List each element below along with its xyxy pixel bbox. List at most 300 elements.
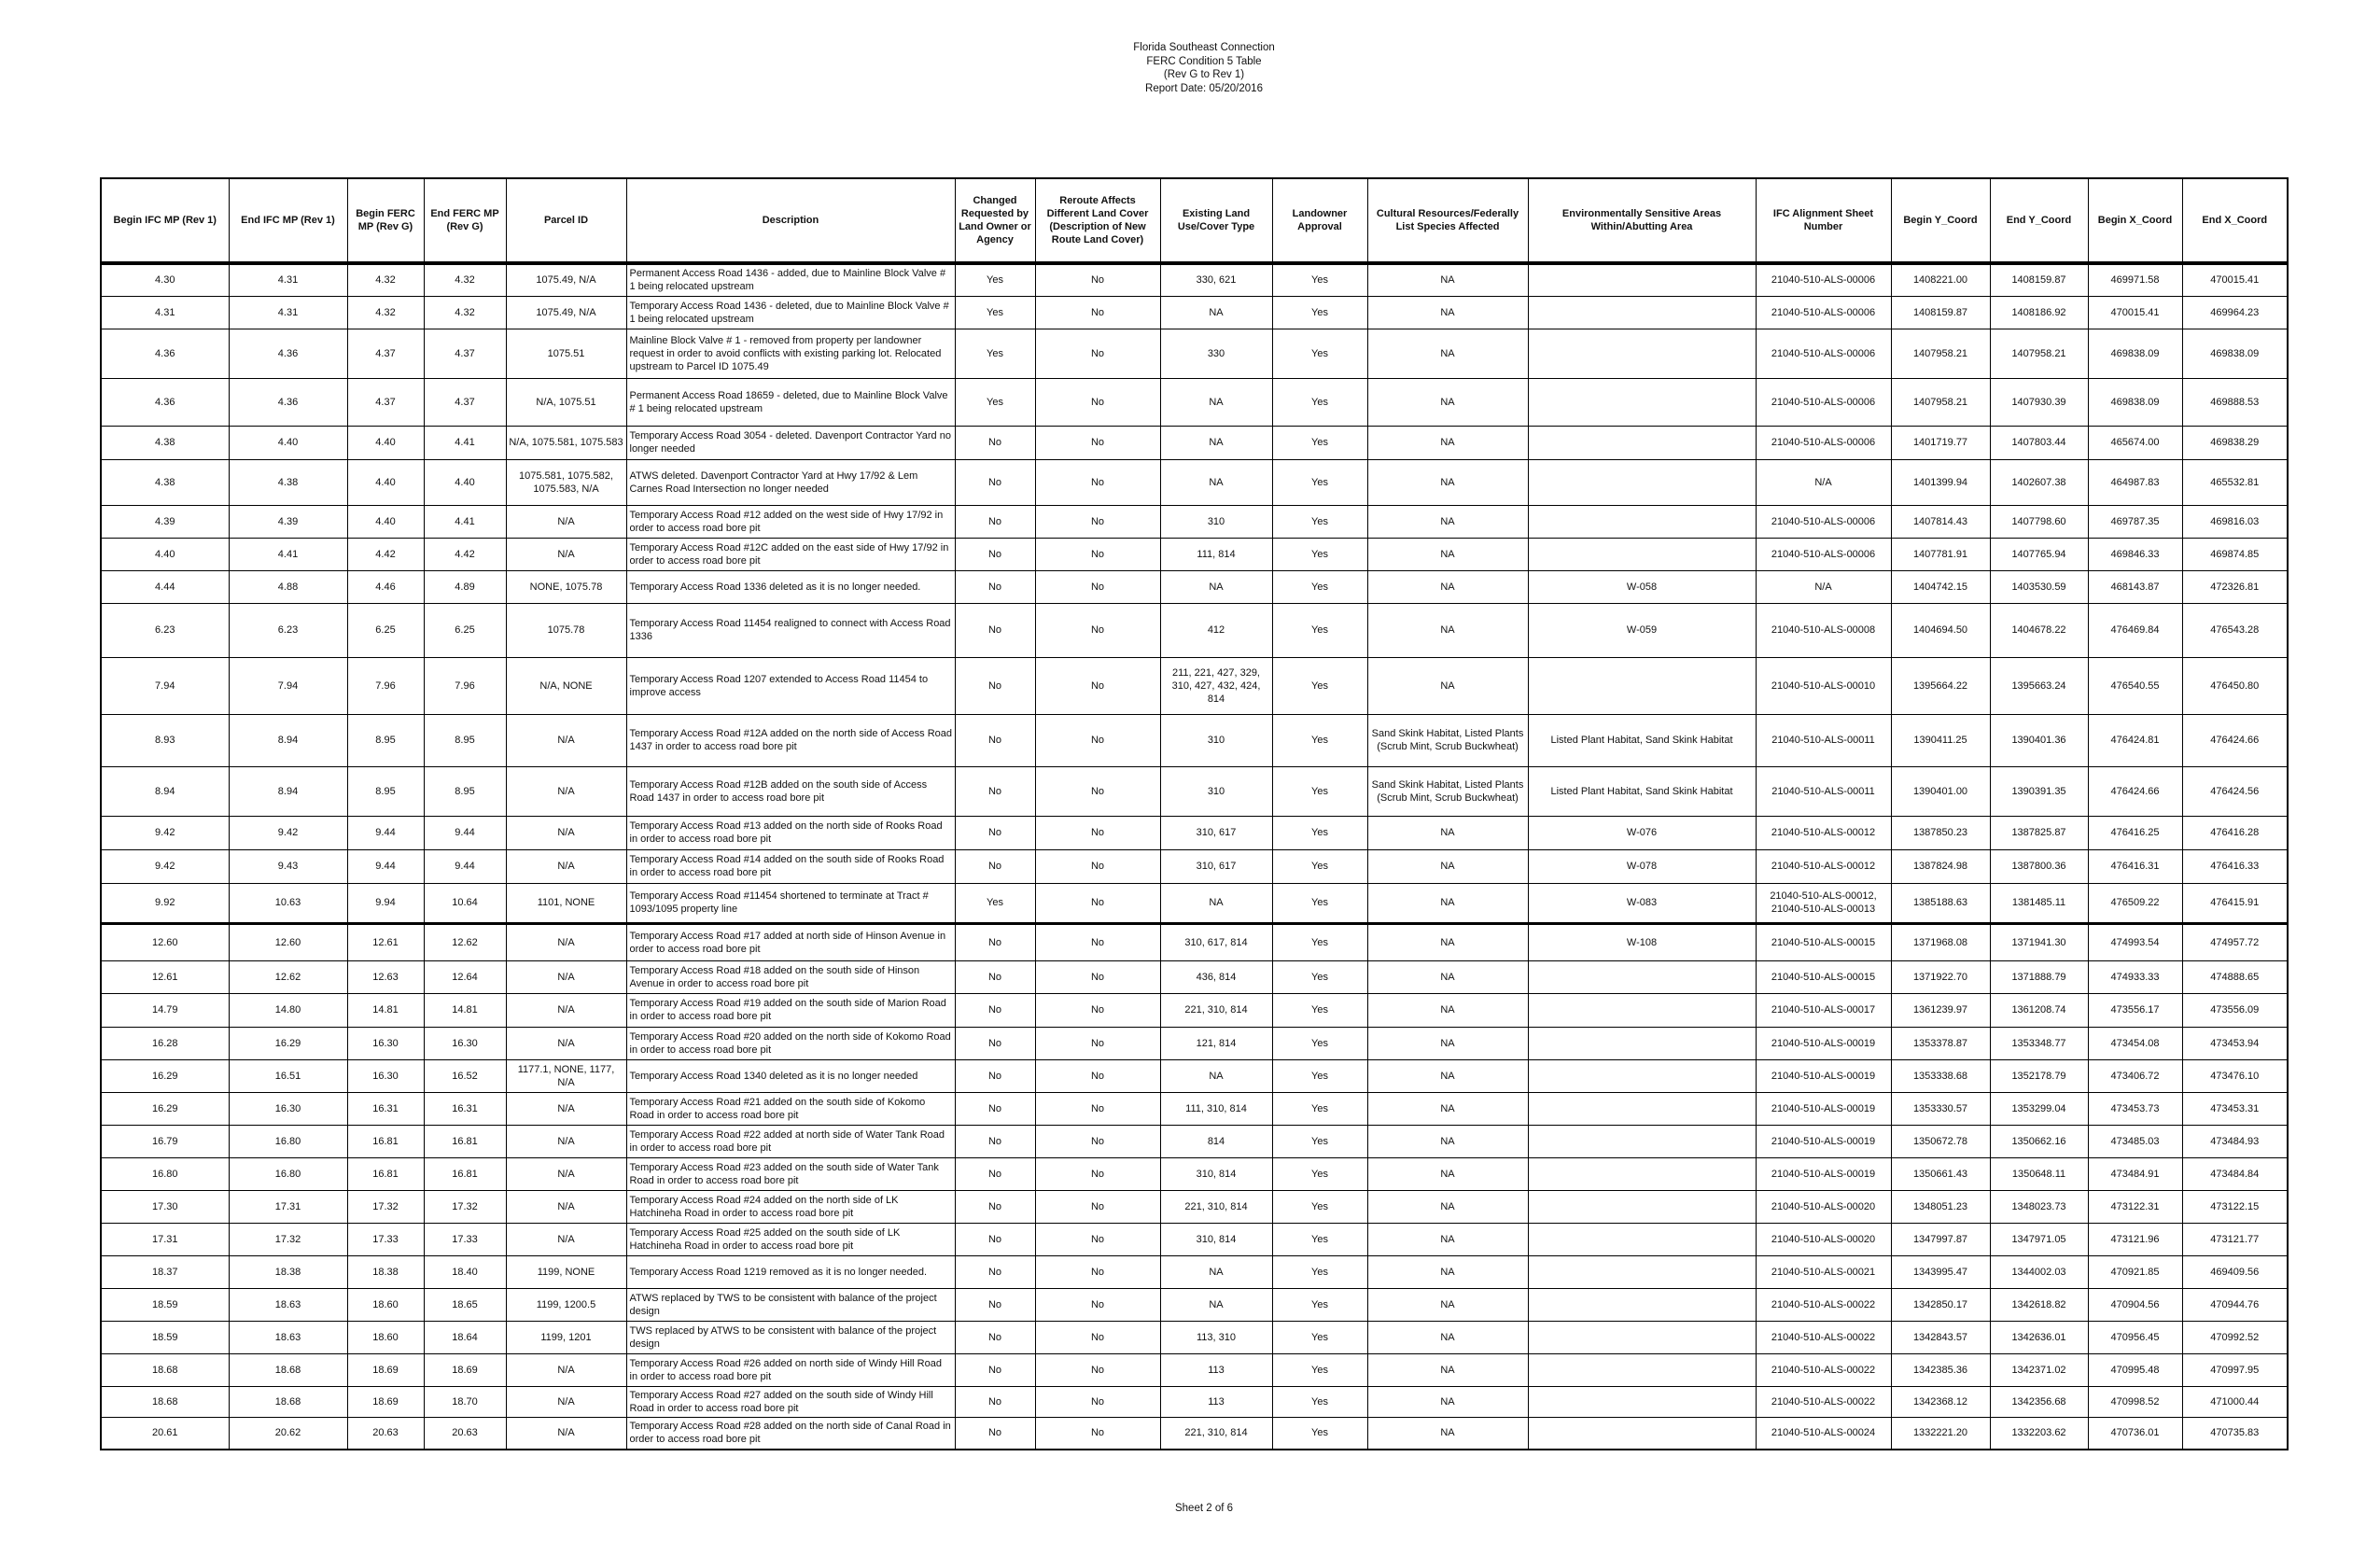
table-cell: Temporary Access Road 11454 realigned to connect with Access Road 1336 (626, 603, 955, 657)
table-cell: 4.40 (229, 426, 347, 459)
table-cell: NA (1160, 883, 1272, 923)
table-cell: N/A (506, 923, 626, 960)
table-cell: 9.44 (424, 849, 506, 883)
table-cell: 20.63 (424, 1417, 506, 1450)
table-cell: 18.59 (101, 1288, 229, 1321)
table-cell: Yes (1272, 505, 1367, 538)
report-title: Florida Southeast Connection (1133, 42, 1275, 53)
table-cell: No (1035, 1353, 1160, 1386)
table-row (101, 1190, 2288, 1223)
table-cell: 1408221.00 (1891, 263, 1990, 296)
table-cell: 16.81 (424, 1125, 506, 1157)
table-cell: No (955, 766, 1035, 816)
table-cell (1528, 459, 1756, 505)
table-cell: NA (1367, 329, 1528, 378)
column-header: Existing Land Use/Cover Type (1160, 178, 1272, 263)
table-cell (1528, 1125, 1756, 1157)
table-cell: 1371922.70 (1891, 960, 1990, 993)
table-cell: 18.60 (347, 1288, 424, 1321)
table-cell: 8.94 (229, 714, 347, 766)
table-cell: N/A, NONE (506, 657, 626, 714)
table-cell: 1407930.39 (1990, 378, 2088, 426)
table-cell: 9.44 (347, 849, 424, 883)
table-cell (1528, 426, 1756, 459)
table-cell: 17.33 (347, 1223, 424, 1255)
table-cell: W-059 (1528, 603, 1756, 657)
table-row (101, 766, 2288, 816)
table-cell: No (1035, 1059, 1160, 1092)
table-cell: 14.80 (229, 993, 347, 1027)
table-cell: 18.63 (229, 1321, 347, 1353)
table-row (101, 296, 2288, 329)
table-cell: Temporary Access Road #25 added on the south side of LK Hatchineha Road in order to access road bore pit (626, 1223, 955, 1255)
table-cell: N/A (506, 849, 626, 883)
table-cell: 4.37 (424, 378, 506, 426)
table-cell: 16.29 (101, 1092, 229, 1125)
column-header: Begin X_Coord (2088, 178, 2182, 263)
table-cell: 7.96 (424, 657, 506, 714)
table-cell: 1371968.08 (1891, 923, 1990, 960)
table-cell: 470904.56 (2088, 1288, 2182, 1321)
table-cell: No (955, 1223, 1035, 1255)
table-cell: Mainline Block Valve # 1 - removed from property per landowner request in order to avoid conflicts with existing parking lot. Relocated upstream to Parcel ID 1075.49 (626, 329, 955, 378)
table-cell: Temporary Access Road #12B added on the south side of Access Road 1437 in order to access road bore pit (626, 766, 955, 816)
table-cell: NA (1160, 1059, 1272, 1092)
table-cell: 21040-510-ALS-00022 (1756, 1353, 1891, 1386)
table-cell: 21040-510-ALS-00020 (1756, 1223, 1891, 1255)
table-cell: Yes (1272, 1417, 1367, 1450)
table-cell: 473556.17 (2088, 993, 2182, 1027)
table-cell: No (955, 1321, 1035, 1353)
table-cell: No (955, 993, 1035, 1027)
table-cell: 4.46 (347, 570, 424, 603)
table-cell: N/A (506, 1223, 626, 1255)
table-cell: 473453.73 (2088, 1092, 2182, 1125)
table-cell: TWS replaced by ATWS to be consistent with balance of the project design (626, 1321, 955, 1353)
table-cell: 330, 621 (1160, 263, 1272, 296)
table-cell: 310 (1160, 505, 1272, 538)
table-cell: 18.60 (347, 1321, 424, 1353)
table-cell: 476416.31 (2088, 849, 2182, 883)
table-cell: NA (1367, 1125, 1528, 1157)
table-cell: Yes (955, 263, 1035, 296)
table-cell: 9.42 (101, 816, 229, 849)
table-cell: 330 (1160, 329, 1272, 378)
table-cell: No (955, 459, 1035, 505)
table-cell: 1075.78 (506, 603, 626, 657)
table-cell: 1342843.57 (1891, 1321, 1990, 1353)
table-cell: No (955, 960, 1035, 993)
table-cell: 1199, 1200.5 (506, 1288, 626, 1321)
table-cell: 473485.03 (2088, 1125, 2182, 1157)
table-cell: 4.39 (101, 505, 229, 538)
table-cell: 473406.72 (2088, 1059, 2182, 1092)
table-cell: 4.40 (347, 459, 424, 505)
table-cell: 469787.35 (2088, 505, 2182, 538)
table-cell: Permanent Access Road 18659 - deleted, due to Mainline Block Valve # 1 being relocated upstream (626, 378, 955, 426)
table-cell: 473484.93 (2182, 1125, 2288, 1157)
table-cell: 16.31 (424, 1092, 506, 1125)
table-cell: 20.61 (101, 1417, 229, 1450)
table-cell: 471000.44 (2182, 1386, 2288, 1417)
table-cell: 1199, 1201 (506, 1321, 626, 1353)
table-cell: 1390391.35 (1990, 766, 2088, 816)
table-cell: No (1035, 960, 1160, 993)
table-cell: No (1035, 378, 1160, 426)
table-cell: 21040-510-ALS-00006 (1756, 296, 1891, 329)
table-cell: 465674.00 (2088, 426, 2182, 459)
table-cell: 1332203.62 (1990, 1417, 2088, 1450)
table-cell: 1352178.79 (1990, 1059, 2088, 1092)
table-cell: 18.38 (229, 1255, 347, 1288)
table-cell: 21040-510-ALS-00006 (1756, 538, 1891, 570)
table-cell: 21040-510-ALS-00021 (1756, 1255, 1891, 1288)
table-cell: 4.37 (347, 378, 424, 426)
table-cell: 16.30 (424, 1027, 506, 1059)
table-cell: Yes (1272, 263, 1367, 296)
table-cell: NA (1367, 1092, 1528, 1125)
table-row (101, 1092, 2288, 1125)
table-cell: W-108 (1528, 923, 1756, 960)
table-cell: No (1035, 603, 1160, 657)
table-cell: 474888.65 (2182, 960, 2288, 993)
table-cell: 21040-510-ALS-00017 (1756, 993, 1891, 1027)
table-cell: 1342636.01 (1990, 1321, 2088, 1353)
table-cell: 310, 617 (1160, 816, 1272, 849)
table-cell: 16.81 (347, 1157, 424, 1190)
table-cell: 4.40 (424, 459, 506, 505)
table-cell: No (1035, 993, 1160, 1027)
table-cell: NA (1160, 570, 1272, 603)
table-cell: 8.95 (424, 714, 506, 766)
table-cell: Yes (1272, 1321, 1367, 1353)
table-cell: 18.68 (101, 1353, 229, 1386)
table-cell: NA (1367, 1417, 1528, 1450)
table-cell: 16.28 (101, 1027, 229, 1059)
table-cell (1528, 1223, 1756, 1255)
table-cell: No (1035, 1223, 1160, 1255)
table-cell: 16.29 (229, 1027, 347, 1059)
table-cell: 16.80 (101, 1157, 229, 1190)
table-row (101, 263, 2288, 296)
table-cell: Temporary Access Road #12C added on the east side of Hwy 17/92 in order to access road bore pit (626, 538, 955, 570)
table-cell: 1350672.78 (1891, 1125, 1990, 1157)
table-cell: 17.33 (424, 1223, 506, 1255)
table-cell: 476416.25 (2088, 816, 2182, 849)
table-cell: 21040-510-ALS-00019 (1756, 1027, 1891, 1059)
table-cell: Yes (955, 883, 1035, 923)
table-cell: No (955, 1059, 1035, 1092)
table-cell: 412 (1160, 603, 1272, 657)
table-cell: 1342371.02 (1990, 1353, 2088, 1386)
table-cell: No (1035, 1027, 1160, 1059)
table-cell: 21040-510-ALS-00022 (1756, 1321, 1891, 1353)
table-cell: No (1035, 538, 1160, 570)
table-cell: 1177.1, NONE, 1177, N/A (506, 1059, 626, 1092)
table-cell: Temporary Access Road #13 added on the north side of Rooks Road in order to access road bore pit (626, 816, 955, 849)
table-cell: 464987.83 (2088, 459, 2182, 505)
table-cell (1528, 263, 1756, 296)
table-cell: NA (1160, 1288, 1272, 1321)
table-cell: 476424.81 (2088, 714, 2182, 766)
table-cell: 476540.55 (2088, 657, 2182, 714)
table-cell: 1387800.36 (1990, 849, 2088, 883)
table-row (101, 329, 2288, 378)
table-cell: No (955, 1157, 1035, 1190)
table-cell: 474993.54 (2088, 923, 2182, 960)
table-cell (1528, 1059, 1756, 1092)
table-cell: N/A (506, 1092, 626, 1125)
table-cell: 465532.81 (2182, 459, 2288, 505)
table-cell: 310 (1160, 714, 1272, 766)
table-cell: 473476.10 (2182, 1059, 2288, 1092)
table-cell: No (955, 1125, 1035, 1157)
table-cell: 4.38 (229, 459, 347, 505)
table-cell: 4.40 (101, 538, 229, 570)
table-cell: 221, 310, 814 (1160, 1417, 1272, 1450)
table-cell: 121, 814 (1160, 1027, 1272, 1059)
table-cell: 1381485.11 (1990, 883, 2088, 923)
table-cell: 470921.85 (2088, 1255, 2182, 1288)
table-cell: NA (1367, 657, 1528, 714)
table-cell: NA (1367, 426, 1528, 459)
table-cell: 1407958.21 (1891, 329, 1990, 378)
table-cell: 8.95 (347, 714, 424, 766)
table-cell: 18.40 (424, 1255, 506, 1288)
table-cell: Yes (1272, 1386, 1367, 1417)
table-cell: 113, 310 (1160, 1321, 1272, 1353)
table-cell: 6.25 (347, 603, 424, 657)
table-cell: 21040-510-ALS-00011 (1756, 714, 1891, 766)
table-cell: 12.64 (424, 960, 506, 993)
table-cell: 17.32 (424, 1190, 506, 1223)
table-cell: 1075.49, N/A (506, 296, 626, 329)
table-row (101, 603, 2288, 657)
table-cell: NA (1367, 570, 1528, 603)
table-cell: N/A (506, 1125, 626, 1157)
table-cell (1528, 1157, 1756, 1190)
table-cell: 476415.91 (2182, 883, 2288, 923)
table-cell: 469838.09 (2088, 329, 2182, 378)
table-cell: Yes (1272, 378, 1367, 426)
table-cell: 8.94 (229, 766, 347, 816)
table-cell: 21040-510-ALS-00006 (1756, 426, 1891, 459)
table-cell: 1387825.87 (1990, 816, 2088, 849)
table-cell: Temporary Access Road 1219 removed as it is no longer needed. (626, 1255, 955, 1288)
table-cell: 310, 814 (1160, 1157, 1272, 1190)
table-cell (1528, 538, 1756, 570)
table-row (101, 960, 2288, 993)
table-cell: 4.36 (229, 378, 347, 426)
table-cell: 18.63 (229, 1288, 347, 1321)
table-cell: N/A (506, 960, 626, 993)
table-cell: 8.93 (101, 714, 229, 766)
table-cell: 4.31 (229, 296, 347, 329)
table-cell: No (1035, 505, 1160, 538)
table-cell: 1395663.24 (1990, 657, 2088, 714)
table-cell: 4.36 (101, 329, 229, 378)
table-cell: W-058 (1528, 570, 1756, 603)
table-cell: 476509.22 (2088, 883, 2182, 923)
table-cell: 4.36 (229, 329, 347, 378)
table-cell: No (1035, 263, 1160, 296)
table-cell: 1361208.74 (1990, 993, 2088, 1027)
table-cell: NA (1367, 923, 1528, 960)
table-row (101, 426, 2288, 459)
table-cell: Temporary Access Road 1207 extended to Access Road 11454 to improve access (626, 657, 955, 714)
table-cell: 310 (1160, 766, 1272, 816)
table-cell: No (1035, 923, 1160, 960)
table-cell: 12.63 (347, 960, 424, 993)
table-cell: 12.62 (424, 923, 506, 960)
table-cell: Yes (1272, 849, 1367, 883)
table-row (101, 1417, 2288, 1450)
table-cell: No (955, 657, 1035, 714)
table-cell: 1342850.17 (1891, 1288, 1990, 1321)
table-cell: 18.37 (101, 1255, 229, 1288)
column-header: Begin FERC MP (Rev G) (347, 178, 424, 263)
table-cell: 1075.51 (506, 329, 626, 378)
table-cell: 1361239.97 (1891, 993, 1990, 1027)
table-cell: 1407765.94 (1990, 538, 2088, 570)
table-cell: Sand Skink Habitat, Listed Plants (Scrub Mint, Scrub Buckwheat) (1367, 766, 1528, 816)
table-cell: 473122.15 (2182, 1190, 2288, 1223)
table-cell: No (1035, 883, 1160, 923)
table-cell: 470998.52 (2088, 1386, 2182, 1417)
table-cell (1528, 1386, 1756, 1417)
table-cell: 7.94 (229, 657, 347, 714)
table-cell: 1407814.43 (1891, 505, 1990, 538)
table-cell: 473484.84 (2182, 1157, 2288, 1190)
table-cell: No (955, 1027, 1035, 1059)
table-cell: NA (1367, 296, 1528, 329)
table-row (101, 538, 2288, 570)
table-cell: 18.69 (424, 1353, 506, 1386)
table-cell: NA (1367, 378, 1528, 426)
table-cell: No (1035, 1255, 1160, 1288)
table-cell: Yes (955, 378, 1035, 426)
table-cell: No (1035, 1125, 1160, 1157)
table-cell: 14.81 (347, 993, 424, 1027)
table-row (101, 923, 2288, 960)
table-cell: Yes (1272, 1353, 1367, 1386)
table-cell: 4.40 (347, 426, 424, 459)
table-cell: 1344002.03 (1990, 1255, 2088, 1288)
table-cell: NA (1367, 1353, 1528, 1386)
table-cell: 4.31 (229, 263, 347, 296)
table-cell (1528, 657, 1756, 714)
table-cell: 470736.01 (2088, 1417, 2182, 1450)
table-cell: No (1035, 766, 1160, 816)
table-cell: 18.68 (229, 1386, 347, 1417)
table-cell: 1401399.94 (1891, 459, 1990, 505)
table-cell: 4.88 (229, 570, 347, 603)
table-cell: Yes (1272, 1288, 1367, 1321)
table-cell: 4.36 (101, 378, 229, 426)
table-cell: 4.41 (424, 426, 506, 459)
table-cell: 18.59 (101, 1321, 229, 1353)
table-cell (1528, 960, 1756, 993)
table-cell: 1199, NONE (506, 1255, 626, 1288)
table-cell: 17.32 (347, 1190, 424, 1223)
table-cell: N/A (506, 766, 626, 816)
table-cell: 111, 814 (1160, 538, 1272, 570)
table-cell: 16.79 (101, 1125, 229, 1157)
table-cell: Temporary Access Road #14 added on the south side of Rooks Road in order to access road bore pit (626, 849, 955, 883)
table-cell: 472326.81 (2182, 570, 2288, 603)
column-header: Parcel ID (506, 178, 626, 263)
table-cell: Temporary Access Road #24 added on the north side of LK Hatchineha Road in order to access road bore pit (626, 1190, 955, 1223)
table-cell: 476424.56 (2182, 766, 2288, 816)
table-cell: 1407798.60 (1990, 505, 2088, 538)
ferc-condition-table (100, 177, 2289, 1450)
table-cell: Temporary Access Road #12 added on the west side of Hwy 17/92 in order to access road bore pit (626, 505, 955, 538)
table-cell: No (1035, 1386, 1160, 1417)
table-cell: 1075.49, N/A (506, 263, 626, 296)
table-cell: 21040-510-ALS-00022 (1756, 1386, 1891, 1417)
table-cell: ATWS replaced by TWS to be consistent with balance of the project design (626, 1288, 955, 1321)
table-cell: W-083 (1528, 883, 1756, 923)
table-cell: 4.32 (347, 296, 424, 329)
column-header: End Y_Coord (1990, 178, 2088, 263)
table-cell: NA (1367, 538, 1528, 570)
table-cell: 1343995.47 (1891, 1255, 1990, 1288)
table-cell: 473121.77 (2182, 1223, 2288, 1255)
table-cell: 310, 617 (1160, 849, 1272, 883)
table-cell: No (1035, 1417, 1160, 1450)
table-cell: NA (1367, 1255, 1528, 1288)
table-cell: Yes (1272, 960, 1367, 993)
table-cell: 1350662.16 (1990, 1125, 2088, 1157)
table-cell: No (955, 1255, 1035, 1288)
table-cell: NA (1367, 459, 1528, 505)
table-cell: N/A (1756, 459, 1891, 505)
table-row (101, 1321, 2288, 1353)
table-cell: NONE, 1075.78 (506, 570, 626, 603)
table-cell: 12.61 (347, 923, 424, 960)
table-cell: 12.62 (229, 960, 347, 993)
table-row (101, 570, 2288, 603)
table-cell: Yes (1272, 570, 1367, 603)
table-cell: 470015.41 (2182, 263, 2288, 296)
table-cell: 21040-510-ALS-00008 (1756, 603, 1891, 657)
table-cell: 476469.84 (2088, 603, 2182, 657)
table-cell: Yes (1272, 714, 1367, 766)
table-cell: 476543.28 (2182, 603, 2288, 657)
table-cell: No (1035, 849, 1160, 883)
table-cell: 1342385.36 (1891, 1353, 1990, 1386)
table-cell: 21040-510-ALS-00012 (1756, 816, 1891, 849)
table-cell: 8.94 (101, 766, 229, 816)
table-cell: 1404694.50 (1891, 603, 1990, 657)
table-cell: 1407958.21 (1990, 329, 2088, 378)
table-cell (1528, 1255, 1756, 1288)
table-cell (1528, 378, 1756, 426)
table-row (101, 1157, 2288, 1190)
column-header: End IFC MP (Rev 1) (229, 178, 347, 263)
table-cell: 1075.581, 1075.582, 1075.583, N/A (506, 459, 626, 505)
table-header-row (101, 178, 2288, 263)
table-cell: 470944.76 (2182, 1288, 2288, 1321)
table-cell: N/A (506, 505, 626, 538)
table-cell: 113 (1160, 1386, 1272, 1417)
table-cell: 20.62 (229, 1417, 347, 1450)
table-cell: 21040-510-ALS-00006 (1756, 263, 1891, 296)
table-cell: NA (1367, 1223, 1528, 1255)
table-cell: 16.80 (229, 1125, 347, 1157)
table-cell: 6.23 (101, 603, 229, 657)
table-cell: 21040-510-ALS-00006 (1756, 378, 1891, 426)
